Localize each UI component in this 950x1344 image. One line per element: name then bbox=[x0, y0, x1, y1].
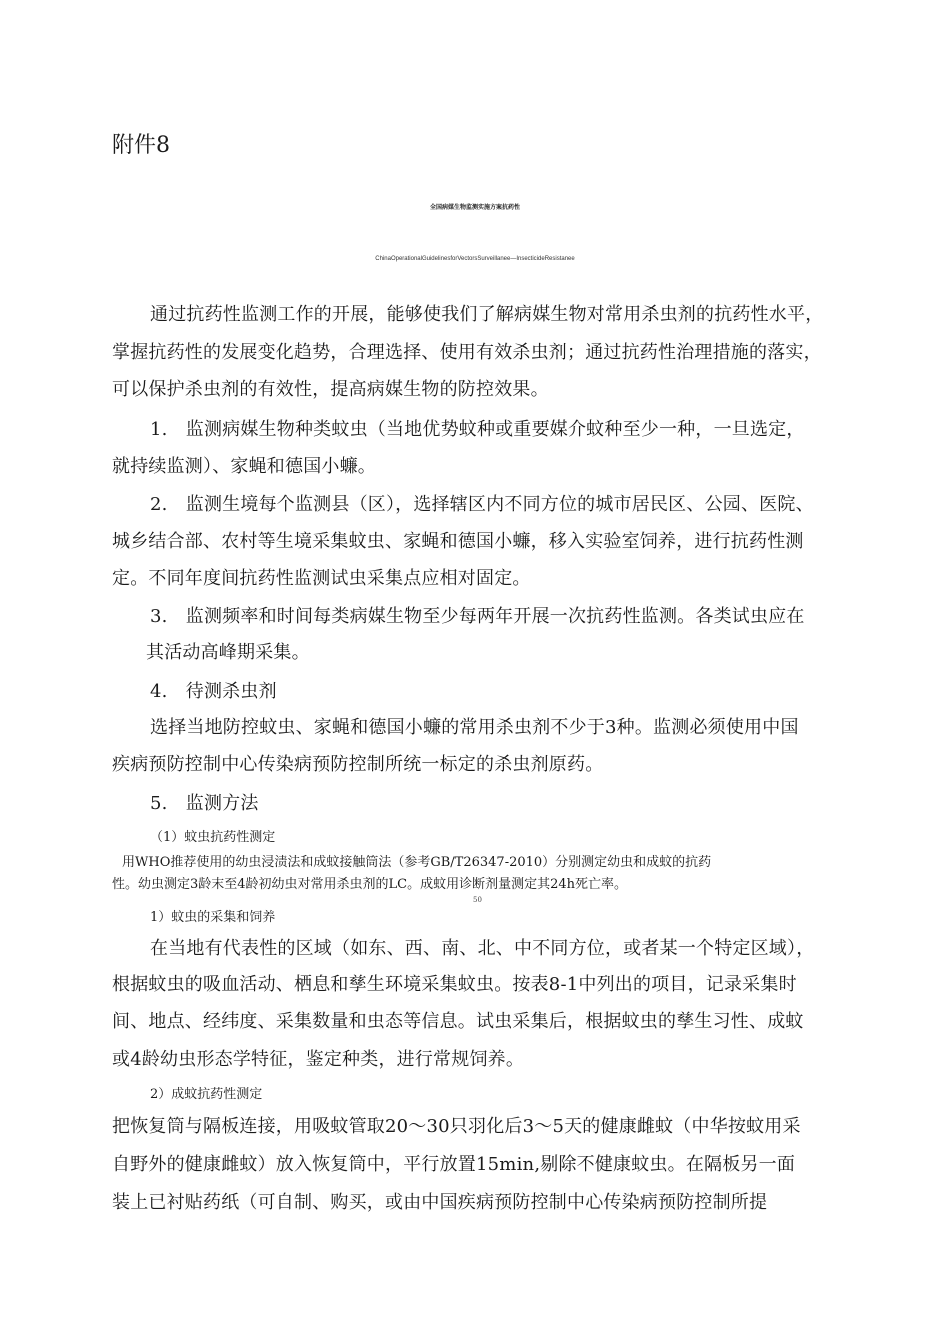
body-line: 通过抗药性监测工作的开展，能够使我们了解病媒生物对常用杀虫剂的抗药性水平， bbox=[150, 304, 824, 325]
small-body-line: 性。幼虫测定3龄末至4龄初幼虫对常用杀虫剂的LC。成蚊用诊断剂量测定其24h死亡率。 bbox=[112, 877, 628, 892]
body-line: 把恢复筒与隔板连接，用吸蚊管取20〜30只羽化后3〜5天的健康雌蚊（中华按蚊用采 bbox=[112, 1116, 801, 1137]
subsection-heading: 2）成蚊抗药性测定 bbox=[150, 1087, 263, 1102]
annex-label: 附件8 bbox=[112, 133, 170, 158]
body-line: 定。不同年度间抗药性监测试虫采集点应相对固定。 bbox=[112, 568, 531, 589]
body-line: 3. 监测频率和时间每类病媒生物至少每两年开展一次抗药性监测。各类试虫应在 bbox=[150, 606, 805, 627]
document-subtitle: ChinaOperationalGuidelinesforVectorsSurveillanee—InsecticideResistanee bbox=[375, 256, 575, 262]
body-line: 1. 监测病媒生物种类蚊虫（当地优势蚊种或重要媒介蚊种至少一种，一旦选定， bbox=[150, 419, 805, 440]
section-heading: 4. 待测杀虫剂 bbox=[150, 681, 277, 702]
subsection-heading: （1）蚊虫抗药性测定 bbox=[150, 830, 276, 845]
body-line: 疾病预防控制中心传染病预防控制所统一标定的杀虫剂原药。 bbox=[112, 754, 604, 775]
body-line: 城乡结合部、农村等生境采集蚊虫、家蝇和德国小蠊，移入实验室饲养，进行抗药性测 bbox=[112, 531, 804, 552]
body-line: 就持续监测）、家蝇和德国小蠊。 bbox=[112, 456, 376, 477]
subscript-note: 50 bbox=[473, 896, 482, 904]
document-title: 全国病媒生物监测实施方案抗药性 bbox=[429, 204, 520, 211]
body-line: 2. 监测生境每个监测县（区），选择辖区内不同方位的城市居民区、公园、医院、 bbox=[150, 494, 814, 515]
section-heading: 5. 监测方法 bbox=[150, 793, 259, 814]
small-body-line: 用WHO推荐使用的幼虫浸渍法和成蚊接触筒法（参考GB/T26347-2010）分别测定幼虫和成蚊的抗药 bbox=[122, 855, 712, 870]
body-line: 自野外的健康雌蚊）放入恢复筒中，平行放置15min,剔除不健康蚊虫。在隔板另一面 bbox=[112, 1154, 796, 1175]
body-line: 掌握抗药性的发展变化趋势，合理选择、使用有效杀虫剂；通过抗药性治理措施的落实， bbox=[112, 342, 822, 363]
body-line: 可以保护杀虫剂的有效性，提高病媒生物的防控效果。 bbox=[112, 379, 549, 400]
body-line: 在当地有代表性的区域（如东、西、南、北、中不同方位，或者某一个特定区域）， bbox=[150, 938, 815, 959]
subsection-heading: 1）蚊虫的采集和饲养 bbox=[150, 910, 276, 925]
body-line: 根据蚊虫的吸血活动、栖息和孳生环境采集蚊虫。按表8-1中列出的项目，记录采集时 bbox=[112, 974, 797, 995]
body-line: 其活动高峰期采集。 bbox=[146, 642, 310, 663]
body-line: 或4龄幼虫形态学特征，鉴定种类，进行常规饲养。 bbox=[112, 1049, 525, 1070]
body-line: 间、地点、经纬度、采集数量和虫态等信息。试虫采集后，根据蚊虫的孳生习性、成蚊 bbox=[112, 1011, 804, 1032]
body-line: 装上已衬贴药纸（可自制、购买，或由中国疾病预防控制中心传染病预防控制所提 bbox=[112, 1192, 768, 1213]
body-line: 选择当地防控蚊虫、家蝇和德国小蠊的常用杀虫剂不少于3种。监测必须使用中国 bbox=[150, 717, 799, 738]
